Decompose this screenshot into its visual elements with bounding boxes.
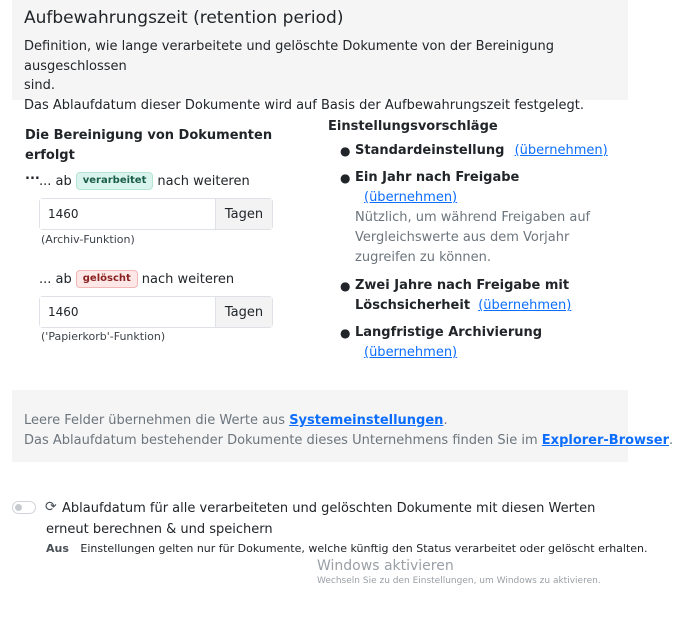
info-text: Leere Felder übernehmen die Werte aus — [24, 413, 290, 428]
deleted-prefix: ... ab — [39, 271, 72, 287]
apply-two-years-link[interactable]: (übernehmen) — [478, 298, 572, 313]
suggestion-label: Ein Jahr nach Freigabe — [355, 170, 520, 185]
system-settings-link[interactable]: Systemeinstellungen — [289, 413, 444, 428]
bullet-icon: ● — [340, 144, 351, 158]
cleanup-section — [25, 126, 295, 343]
deleted-days-group — [39, 296, 273, 328]
deleted-days-input[interactable] — [40, 297, 215, 327]
processed-prefix: ... ab — [39, 173, 72, 189]
suggestion-help-text: Nützlich, um während Freigaben auf Vergleichswerte aus dem Vorjahr zugreifen zu können. — [355, 210, 591, 265]
explorer-browser-link[interactable]: Explorer-Browser — [541, 433, 670, 448]
deleted-hint: ('Papierkorb'-Funktion) — [41, 330, 166, 343]
info-line-explorer — [24, 433, 673, 448]
suggestions-section — [328, 118, 623, 360]
windows-activation-title: Windows aktivieren — [317, 558, 454, 574]
refresh-icon: ⟳ — [45, 499, 57, 515]
bullet-icon: ● — [340, 171, 351, 185]
description-line: Definition, wie lange verarbeitete und gelöschte Dokumente von der Bereinigung ausgeschlossen — [24, 39, 555, 74]
status-badge: Aus — [46, 542, 69, 555]
processed-days-unit: Tagen — [215, 199, 272, 229]
info-line-defaults — [24, 413, 448, 428]
deleted-days-unit: Tagen — [215, 297, 272, 327]
processed-rule-row — [39, 172, 250, 190]
suggestion-label: Zwei Jahre nach Freigabe mit — [355, 278, 570, 293]
processed-suffix: nach weiteren — [157, 173, 250, 189]
processed-hint: (Archiv-Funktion) — [41, 233, 135, 246]
deleted-badge: gelöscht — [76, 270, 138, 288]
info-text: . — [669, 433, 673, 448]
apply-long-term-link[interactable]: (übernehmen) — [364, 345, 458, 360]
info-text: Das Ablaufdatum bestehender Dokumente dieses Unternehmens finden Sie im — [24, 433, 542, 448]
cleanup-heading: Die Bereinigung von Dokumenten erfolgt — [25, 128, 273, 163]
suggestion-label: Langfristige Archivierung — [355, 325, 543, 340]
windows-activation-subtitle: Wechseln Sie zu den Einstellungen, um Windows zu aktivieren. — [317, 576, 601, 586]
apply-standard-link[interactable]: (übernehmen) — [514, 143, 608, 158]
processed-badge: verarbeitet — [76, 172, 154, 190]
apply-one-year-link[interactable]: (übernehmen) — [364, 190, 458, 205]
recalculate-label[interactable]: Ablaufdatum für alle verarbeiteten und gelöschten Dokumente mit diesen Werten erneut berechnen & und speichern — [46, 501, 596, 537]
recalculate-status — [46, 542, 648, 555]
suggestions-title: Einstellungsvorschläge — [328, 119, 498, 134]
suggestion-label: Löschsicherheit — [355, 298, 471, 313]
page-title: Aufbewahrungszeit (retention period) — [24, 8, 344, 28]
recalculate-toggle[interactable] — [12, 501, 36, 514]
info-text: . — [443, 413, 448, 428]
description-line: sind. — [24, 78, 56, 93]
description-line: Das Ablaufdatum dieser Dokumente wird auf Basis der Aufbewahrungszeit festgelegt. — [24, 97, 584, 113]
bullet-icon: ● — [340, 279, 351, 293]
status-text: Einstellungen gelten nur für Dokumente, welche künftig den Status verarbeitet oder gelöscht erhalten. — [80, 542, 648, 555]
processed-days-group — [39, 198, 273, 230]
suggestion-label: Standardeinstellung — [355, 143, 505, 158]
processed-days-input[interactable] — [40, 199, 215, 229]
deleted-rule-row — [39, 270, 234, 288]
page-description — [24, 37, 614, 115]
toggle-knob — [15, 504, 22, 511]
bullet-icon: ● — [340, 326, 351, 340]
deleted-suffix: nach weiteren — [141, 271, 235, 287]
cleanup-heading-ellipsis: ... — [25, 168, 40, 183]
